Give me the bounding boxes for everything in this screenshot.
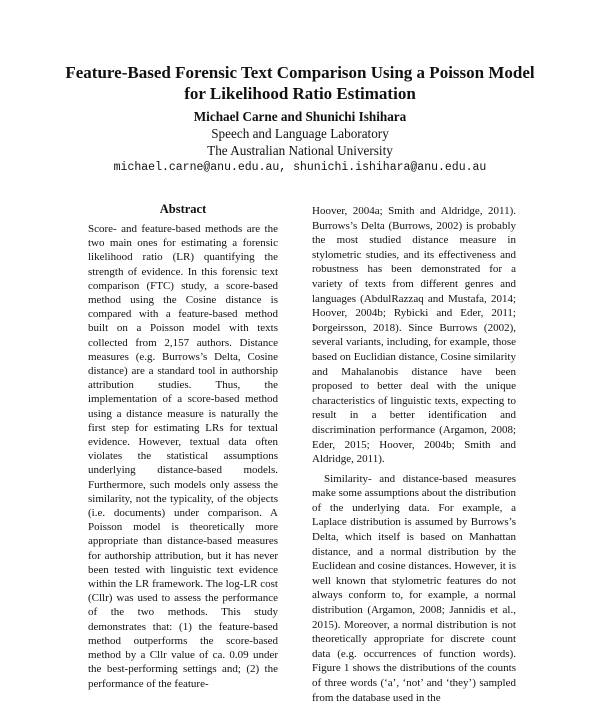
author-block	[0, 108, 600, 176]
author-names: Michael Carne and Shunichi Ishihara	[193, 109, 407, 124]
body-paragraph-2: Similarity- and distance-based measures make some assumptions about the distribution of the underlying data. For example, a Laplace distribution is assumed by Burrows’s Delta, which itself is based on Manhattan distance, and a normal distribution by the Euclidean and cosine distances. However, it is well known that stylometric features do not always conform to, for example, a normal distribution (Argamon, 2008; Jannidis et al., 2015). Moreover, a normal distribution is not theoretically appropriate for discrete count data (e.g. occurrences of function words). Figure 1 shows the distributions of the counts of three words (‘a’, ‘not’ and ‘they’) sampled from the database used in the	[312, 472, 516, 704]
abstract-column	[88, 222, 278, 691]
abstract-heading: Abstract	[159, 202, 207, 216]
abstract-text: Score- and feature-based methods are the two main ones for estimating a forensic likelihood ratio (LR) quantifying the strength of evidence. In this forensic text comparison (FTC) study, a score-based method using the Cosine distance is compared with a feature-based method built on a Poisson model with texts collected from 2,157 authors. Distance measures (e.g. Burrows’s Delta, Cosine distance) are a standard tool in authorship attribution studies. Thus, the implementation of a score-based method using a distance measure is naturally the first step for estimating LRs for textual evidence. However, textual data often violates the statistical assumptions underlying distance-based models. Furthermore, such models only assess the similarity, not the typicality, of the objects (i.e. documents) under comparison. A Poisson model is theoretically more appropriate than distance-based measures for authorship attribution, but it has never been tested with linguistic text evidence within the LR framework. The log-LR cost (Cllr) was used to assess the performance of the two methods. This study demonstrates that: (1) the feature-based method outperforms the score-based method by a Cllr value of ca. 0.09 under the best-performing settings and; (2) the performance of the feature-	[88, 223, 278, 690]
affiliation-university: The Australian National University	[207, 143, 393, 158]
author-emails: michael.carne@anu.edu.au, shunichi.ishihara@anu.edu.au	[113, 161, 487, 174]
body-paragraph-1: Hoover, 2004a; Smith and Aldridge, 2011). Burrows’s Delta (Burrows, 2002) is probably the most studied distance measure in stylometric studies, and its effectiveness and robustness has been demonstrated for a variety of texts from different genres and languages (AbdulRazzaq and Mustafa, 2014; Hoover, 2004b; Rybicki and Eder, 2011; Þorgeirsson, 2018). Since Burrows (2002), several variants, including, for example, those based on Euclidian distance, Cosine similarity and Mahalanobis distance have been proposed to better deal with the unique characteristics of linguistic texts, expecting to result in a better identification and discrimination performance (Argamon, 2008; Eder, 2015; Hoover, 2004b; Smith and Aldridge, 2011).	[312, 205, 516, 466]
title-line-2: for Likelihood Ratio Estimation	[184, 84, 416, 103]
title-line-1: Feature-Based Forensic Text Comparison Using a Poisson Model	[65, 63, 535, 82]
body-column	[312, 204, 516, 705]
paper-title	[0, 62, 600, 104]
affiliation-lab: Speech and Language Laboratory	[211, 126, 389, 141]
